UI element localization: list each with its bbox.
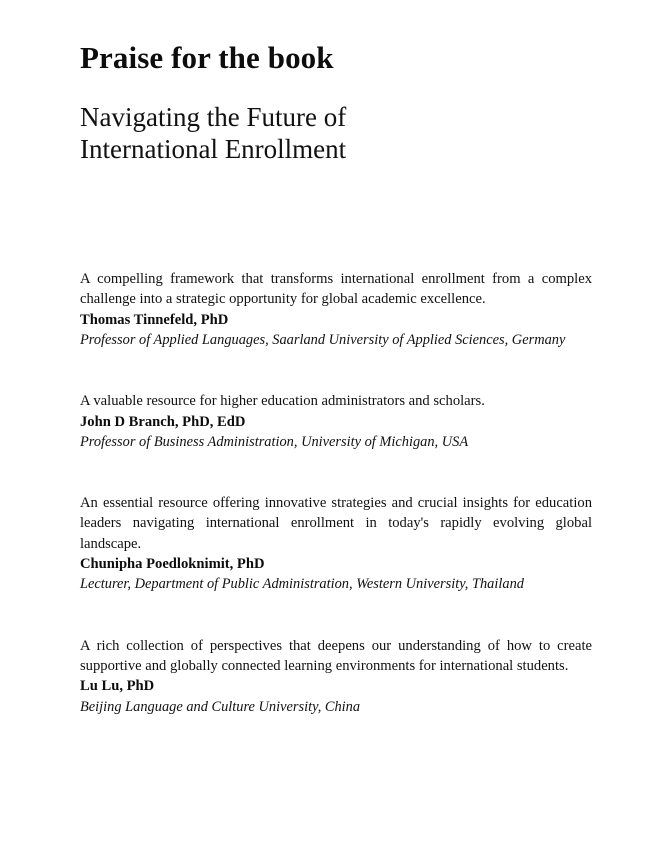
testimonial-quote: A rich collection of perspectives that deepens our understanding of how to create supportive and globally connected learning environments for international students. (80, 637, 592, 674)
page-title: Praise for the book (80, 40, 334, 75)
testimonial-endorser-affiliation: Beijing Language and Culture University, China (80, 698, 361, 715)
testimonial-endorser-affiliation: Professor of Applied Languages, Saarland University of Applied Sciences, Germany (80, 331, 566, 348)
testimonial-endorser-affiliation: Professor of Business Administration, University of Michigan, USA (80, 433, 469, 450)
testimonial-item (80, 391, 592, 452)
testimonial-quote: A compelling framework that transforms international enrollment from a complex challenge into a strategic opportunity for global academic excellence. (80, 271, 592, 308)
testimonial-endorser-name: Chunipha Poedloknimit, PhD (80, 556, 265, 573)
testimonial-endorser-affiliation: Lecturer, Department of Public Administration, Western University, Thailand (80, 576, 524, 593)
testimonial-list (80, 165, 592, 717)
testimonial-item (80, 493, 592, 594)
testimonial-endorser-name: Thomas Tinnefeld, PhD (80, 311, 229, 328)
book-subtitle-line-2: International Enrollment (80, 134, 347, 165)
testimonial-quote: A valuable resource for higher education administrators and scholars. (80, 393, 485, 410)
testimonial-quote: An essential resource offering innovative strategies and crucial insights for education leaders navigating international enrollment in today's rapidly evolving global landscape. (80, 495, 592, 552)
page-content (80, 0, 592, 717)
book-subtitle-line-1: Navigating the Future of (80, 102, 347, 133)
book-subtitle (80, 75, 480, 165)
testimonial-item (80, 636, 592, 717)
testimonial-endorser-name: Lu Lu, PhD (80, 678, 155, 695)
testimonial-item (80, 269, 592, 350)
testimonial-endorser-name: John D Branch, PhD, EdD (80, 413, 246, 430)
